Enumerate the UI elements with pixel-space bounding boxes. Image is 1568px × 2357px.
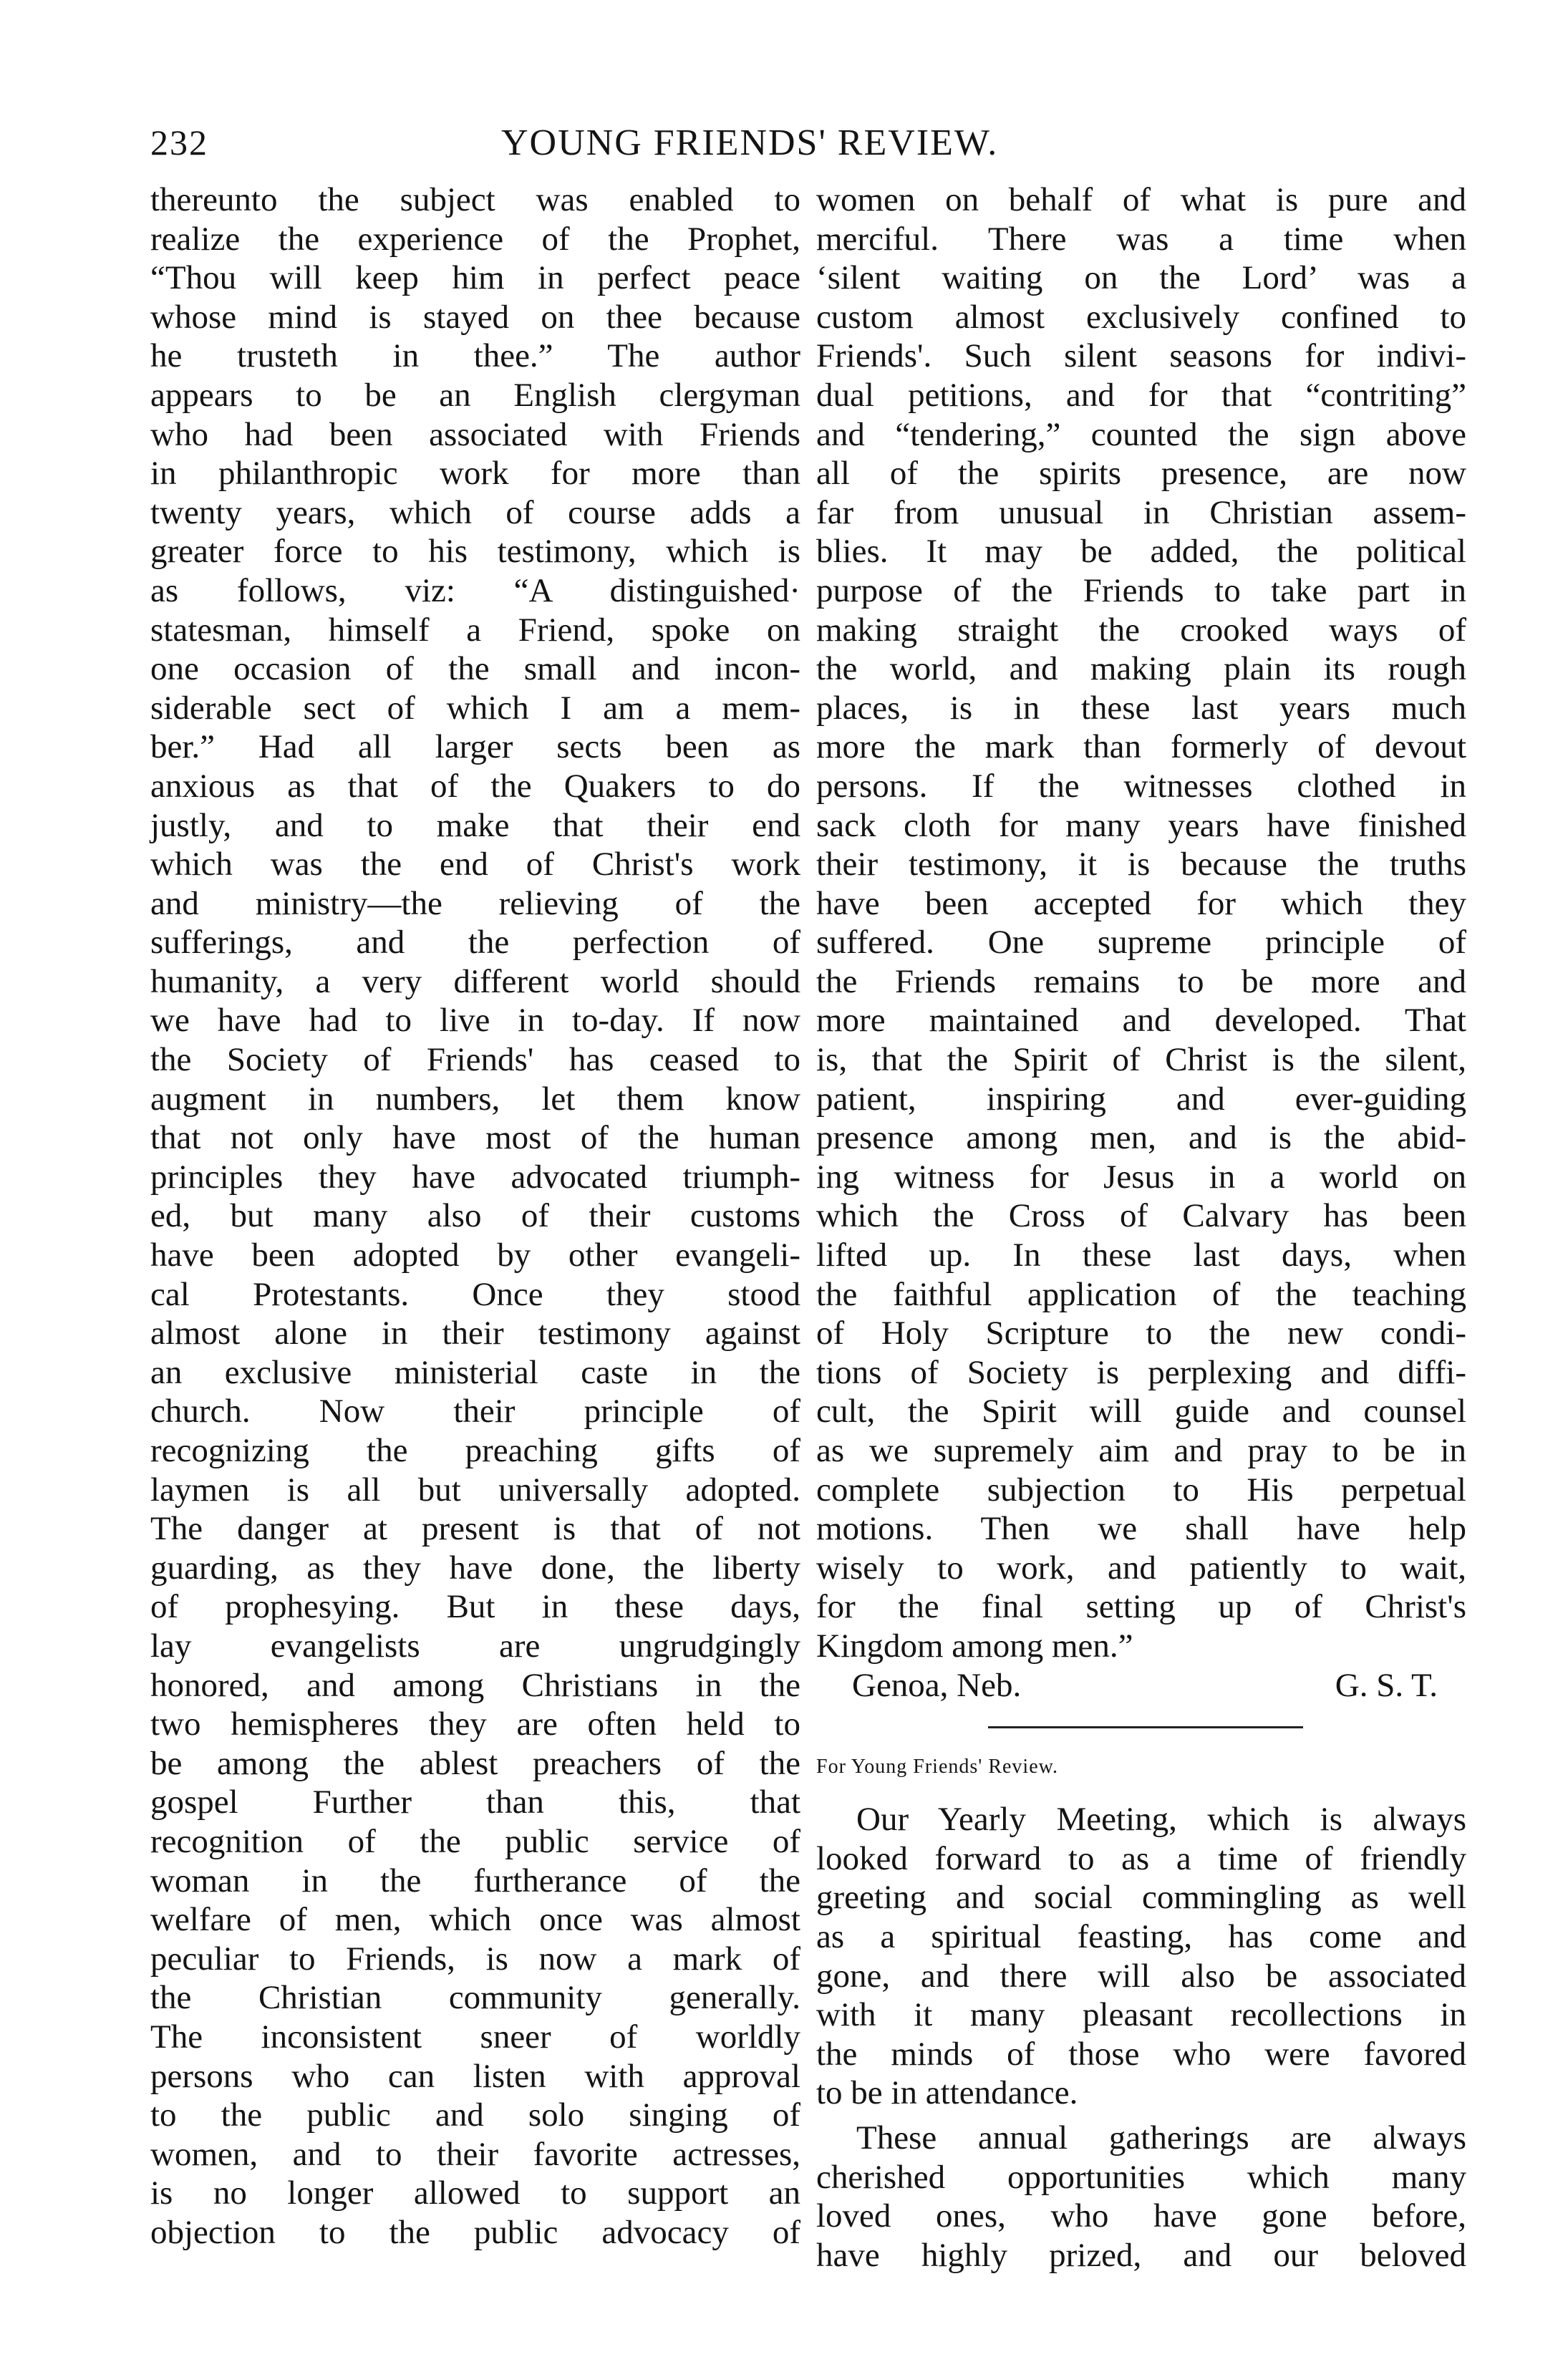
text-line: church. Now their principle of [150,1393,800,1431]
text-line: woman in the furtherance of the [150,1862,800,1899]
text-line: anxious as that of the Quakers to do [150,767,800,805]
text-line: appears to be an English clergyman [150,376,800,414]
text-line: recognizing the preaching gifts of [150,1432,800,1469]
text-line: ber.” Had all larger sects been as [150,728,800,766]
text-line: “Thou will keep him in perfect peace [150,259,800,297]
text-line: the world, and making plain its rough [816,650,1466,688]
text-line: honored, and among Christians in the [150,1666,800,1704]
text-line: humanity, a very different world should [150,962,800,1000]
text-line: custom almost exclusively confined to [816,298,1466,336]
text-line: justly, and to make that their end [150,806,800,844]
text-line: sack cloth for many years have finished [816,806,1466,844]
section-label: For Young Friends' Review. [816,1756,1059,1778]
text-line: peculiar to Friends, is now a mark of [150,1940,800,1978]
text-line: as we supremely aim and pray to be in [816,1432,1466,1469]
text-line: cal Protestants. Once they stood [150,1275,800,1313]
text-line: two hemispheres they are often held to [150,1705,800,1743]
text-line: siderable sect of which I am a mem- [150,689,800,727]
text-line: thereunto the subject was enabled to [150,181,800,218]
text-line: whose mind is stayed on thee because [150,298,800,336]
text-line: lay evangelists are ungrudgingly [150,1627,800,1665]
text-line: presence among men, and is the abid- [816,1119,1466,1157]
text-line: and “tendering,” counted the sign above [816,415,1466,453]
text-line: far from unusual in Christian assem- [816,493,1466,531]
text-line: women on behalf of what is pure and [816,181,1466,218]
text-line: the Christian community generally. [150,1979,800,2017]
text-line: augment in numbers, let them know [150,1080,800,1118]
text-line: welfare of men, which once was almost [150,1901,800,1939]
right-column [816,180,1466,2275]
text-line: all of the spirits presence, are now [816,455,1466,493]
text-line: laymen is all but universally adopted. [150,1471,800,1509]
signature-place: Genoa, Neb. [852,1666,1022,1704]
running-title: YOUNG FRIENDS' REVIEW. [501,122,999,163]
text-line: The danger at present is that of not [150,1510,800,1548]
text-line: greater force to his testimony, which is [150,533,800,571]
text-line: merciful. There was a time when [816,220,1466,258]
text-line: Friends'. Such silent seasons for indivi- [816,337,1466,375]
text-line: sufferings, and the perfection of [150,924,800,962]
section-divider [988,1726,1303,1728]
text-line: almost alone in their testimony against [150,1315,800,1352]
text-line: the Society of Friends' has ceased to [150,1041,800,1079]
text-line: have highly prized, and our beloved [816,2236,1466,2274]
text-line: dual petitions, and for that “contriting” [816,376,1466,414]
text-line: the faithful application of the teaching [816,1275,1466,1313]
text-line: women, and to their favorite actresses, [150,2135,800,2173]
text-line: gone, and there will also be associated [816,1957,1466,1995]
text-line: he trusteth in thee.” The author [150,337,800,375]
text-line: These annual gatherings are always [856,2119,1466,2157]
text-line: ing witness for Jesus in a world on [816,1158,1466,1196]
text-line: to the public and solo singing of [150,2096,800,2134]
text-line: twenty years, which of course adds a [150,493,800,531]
text-line: motions. Then we shall have help [816,1510,1466,1548]
text-line: recognition of the public service of [150,1822,800,1860]
text-line: cherished opportunities which many [816,2158,1466,2196]
text-line: complete subjection to His perpetual [816,1471,1466,1509]
text-line: be among the ablest preachers of the [150,1744,800,1782]
text-line: have been adopted by other evangeli- [150,1236,800,1274]
text-line: of prophesying. But in these days, [150,1588,800,1626]
text-line: to be in attendance. [816,2074,1078,2112]
text-line: more the mark than formerly of devout [816,728,1466,766]
signature-line [816,1666,1466,1705]
text-line: principles they have advocated triumph- [150,1158,800,1196]
text-line: persons who can listen with approval [150,2057,800,2095]
text-line: we have had to live in to-day. If now [150,1002,800,1040]
text-line: the minds of those who were favored [816,2035,1466,2073]
text-line: persons. If the witnesses clothed in [816,767,1466,805]
text-line: an exclusive ministerial caste in the [150,1353,800,1391]
text-line: more maintained and developed. That [816,1002,1466,1040]
text-line: their testimony, it is because the truths [816,846,1466,884]
text-line: of Holy Scripture to the new condi- [816,1315,1466,1352]
text-line: lifted up. In these last days, when [816,1236,1466,1274]
text-line: purpose of the Friends to take part in [816,571,1466,609]
text-line: guarding, as they have done, the liberty [150,1549,800,1587]
text-line: suffered. One supreme principle of [816,924,1466,962]
text-line: blies. It may be added, the political [816,533,1466,571]
text-line: the Friends remains to be more and [816,962,1466,1000]
text-line: wisely to work, and patiently to wait, [816,1549,1466,1587]
text-line: statesman, himself a Friend, spoke on [150,611,800,649]
text-line: have been accepted for which they [816,884,1466,922]
left-column [150,180,800,2252]
text-line: with it many pleasant recollections in [816,1996,1466,2034]
text-line: places, is in these last years much [816,689,1466,727]
text-line: Our Yearly Meeting, which is always [856,1801,1466,1839]
text-line: cult, the Spirit will guide and counsel [816,1393,1466,1431]
text-line: loved ones, who have gone before, [816,2197,1466,2235]
text-line: and ministry—the relieving of the [150,884,800,922]
text-line: Kingdom among men.” [816,1627,1133,1665]
text-line: The inconsistent sneer of worldly [150,2018,800,2056]
text-line: is no longer allowed to support an [150,2174,800,2212]
text-line: as follows, viz: “A distinguished· [150,571,800,609]
text-line: for the final setting up of Christ's [816,1588,1466,1626]
page-header [0,122,1568,179]
text-line: which the Cross of Calvary has been [816,1197,1466,1235]
text-line: one occasion of the small and incon- [150,650,800,688]
text-line: as a spiritual feasting, has come and [816,1917,1466,1955]
paragraph-gap [816,2113,1466,2119]
text-line: tions of Society is perplexing and diffi- [816,1353,1466,1391]
text-line: who had been associated with Friends [150,415,800,453]
page-number: 232 [150,122,208,163]
text-line: that not only have most of the human [150,1119,800,1157]
text-line: objection to the public advocacy of [150,2213,800,2251]
text-line: realize the experience of the Prophet, [150,220,800,258]
text-line: in philanthropic work for more than [150,455,800,493]
text-line: looked forward to as a time of friendly [816,1839,1466,1877]
text-line: greeting and social commingling as well [816,1879,1466,1917]
text-line: gospel Further than this, that [150,1784,800,1821]
text-line: making straight the crooked ways of [816,611,1466,649]
text-line: is, that the Spirit of Christ is the silent, [816,1041,1466,1079]
text-line: which was the end of Christ's work [150,846,800,884]
text-line: ‘silent waiting on the Lord’ was a [816,259,1466,297]
text-line: patient, inspiring and ever-guiding [816,1080,1466,1118]
signature-initials: G. S. T. [1335,1666,1438,1704]
text-line: ed, but many also of their customs [150,1197,800,1235]
